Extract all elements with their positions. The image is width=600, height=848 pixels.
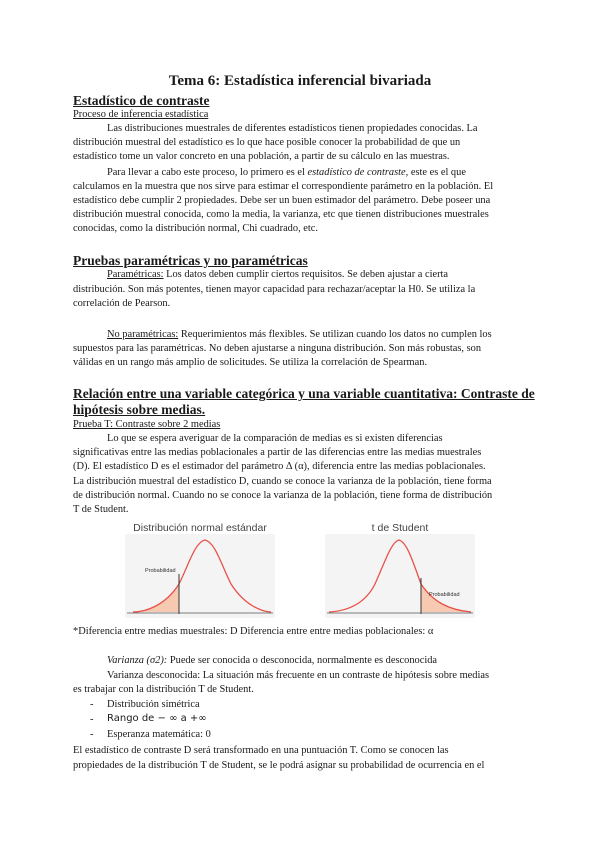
paragraph-line: El estadístico de contraste D será transformado en una puntuación T. Como se conocen las xyxy=(73,745,449,756)
paragraph-line: válidas en un rango más amplio de solicitudes. Se utiliza la correlación de Spearman. xyxy=(73,357,428,368)
list-item: Rango de − ∞ a +∞ xyxy=(107,713,207,724)
t-curve-plot xyxy=(325,534,475,618)
paragraph-line: distribución. Son más potentes, tienen mayor capacidad para rechazar/aceptar la H0. Se utiliza la xyxy=(73,284,476,295)
list-item: Esperanza matemática: 0 xyxy=(107,729,211,740)
normal-curve-plot xyxy=(125,534,275,618)
term-no-parametricas: No paramétricas: xyxy=(107,329,179,340)
paragraph-line: (D). El estadístico D es el estimador del parámetro Δ (α), diferencia entre las medias poblacionales. xyxy=(73,461,486,472)
section-heading-estadistico: Estadístico de contraste xyxy=(73,93,210,108)
figure-title: t de Student xyxy=(371,522,429,534)
list-item: Distribución simétrica xyxy=(107,699,200,710)
paragraph-line: de distribución normal. Cuando no se conoce la varianza de la población, tiene forma de distribución xyxy=(73,490,493,501)
paragraph-line: Las distribuciones muestrales de diferentes estadísticos tienen propiedades conocidas. La xyxy=(107,123,478,134)
bullet-marker: - xyxy=(90,714,94,725)
paragraph-line: conocidas, como la distribución normal, Chi cuadrado, etc. xyxy=(73,223,318,234)
probability-label: Probabilidad xyxy=(145,568,176,574)
section-heading-relacion-cont: hipótesis sobre medias. xyxy=(73,402,206,417)
footnote: *Diferencia entre medias muestrales: D Diferencia entre entre medias poblacionales: α xyxy=(73,626,434,637)
page-title: Tema 6: Estadística inferencial bivariada xyxy=(168,73,432,89)
paragraph-line: propiedades de la distribución T de Student, se le podrá asignar su probabilidad de ocurrencia en el xyxy=(73,760,485,771)
bullet-marker: - xyxy=(90,729,94,740)
paragraph-line: La distribución muestral del estadístico D, cuando se conoce la varianza de la población, tiene forma xyxy=(73,476,492,487)
paragraph-line: estadístico debe cumplir 2 propiedades. Debe ser un buen estimador del parámetro. Debe poseer una xyxy=(73,195,491,206)
figure-t-student xyxy=(325,522,475,618)
probability-label: Probabilidad xyxy=(429,592,460,598)
bullet-marker: - xyxy=(90,699,94,710)
paragraph-line: significativas entre las medias poblacionales a partir de las diferencias entre las medias muestrales xyxy=(73,447,482,458)
paragraph-line: supuestos para las paramétricas. No deben ajustarse a ninguna distribución. Son más robustas, son xyxy=(73,343,482,354)
paragraph-line: Lo que se espera averiguar de la comparación de medias es si existen diferencias xyxy=(107,433,443,444)
paragraph-line: Varianza desconocida: La situación más frecuente en un contraste de hipótesis sobre medias xyxy=(107,670,490,681)
paragraph-line: calculamos en la muestra que nos sirve para estimar el correspondiente parámetro en la población. El xyxy=(73,181,494,192)
paragraph-line: correlación de Pearson. xyxy=(73,298,171,309)
figure-normal-distribution xyxy=(125,522,275,618)
paragraph-line: T de Student. xyxy=(73,504,129,515)
term-varianza: Varianza (σ2): xyxy=(107,655,168,666)
paragraph-line: Varianza (σ2): Puede ser conocida o desconocida, normalmente es desconocida xyxy=(107,655,438,666)
subheading-prueba-t: Prueba T: Contraste sobre 2 medias xyxy=(73,419,221,430)
paragraph-line: es trabajar con la distribución T de Student. xyxy=(73,684,254,695)
section-heading-relacion: Relación entre una variable categórica y una variable cuantitativa: Contraste de xyxy=(73,386,535,401)
plot-background xyxy=(325,534,475,618)
italic-term: estadístico de contraste xyxy=(307,167,406,178)
paragraph-line: Para llevar a cabo este proceso, lo primero es el estadístico de contraste, este es el que xyxy=(107,167,466,178)
subheading-proceso: Proceso de inferencia estadística xyxy=(73,109,209,120)
section-heading-pruebas: Pruebas paramétricas y no paramétricas xyxy=(73,253,308,268)
paragraph-line: Paramétricas: Los datos deben cumplir ciertos requisitos. Se deben ajustar a cierta xyxy=(107,269,449,280)
term-parametricas: Paramétricas: xyxy=(107,269,164,280)
figure-title: Distribución normal estándar xyxy=(133,522,267,534)
paragraph-line: distribución muestral del estadístico es lo que hace posible conocer la probabilidad de que un xyxy=(73,137,461,148)
paragraph-line: distribución muestral conocida, como la media, la varianza, etc que tienen distribuciones muestrales xyxy=(73,209,489,220)
paragraph-line: No paramétricas: Requerimientos más flexibles. Se utilizan cuando los datos no cumplen los xyxy=(107,329,492,340)
paragraph-line: estadístico tome un valor concreto en una población, a partir de su cálculo en las muestras. xyxy=(73,151,450,162)
